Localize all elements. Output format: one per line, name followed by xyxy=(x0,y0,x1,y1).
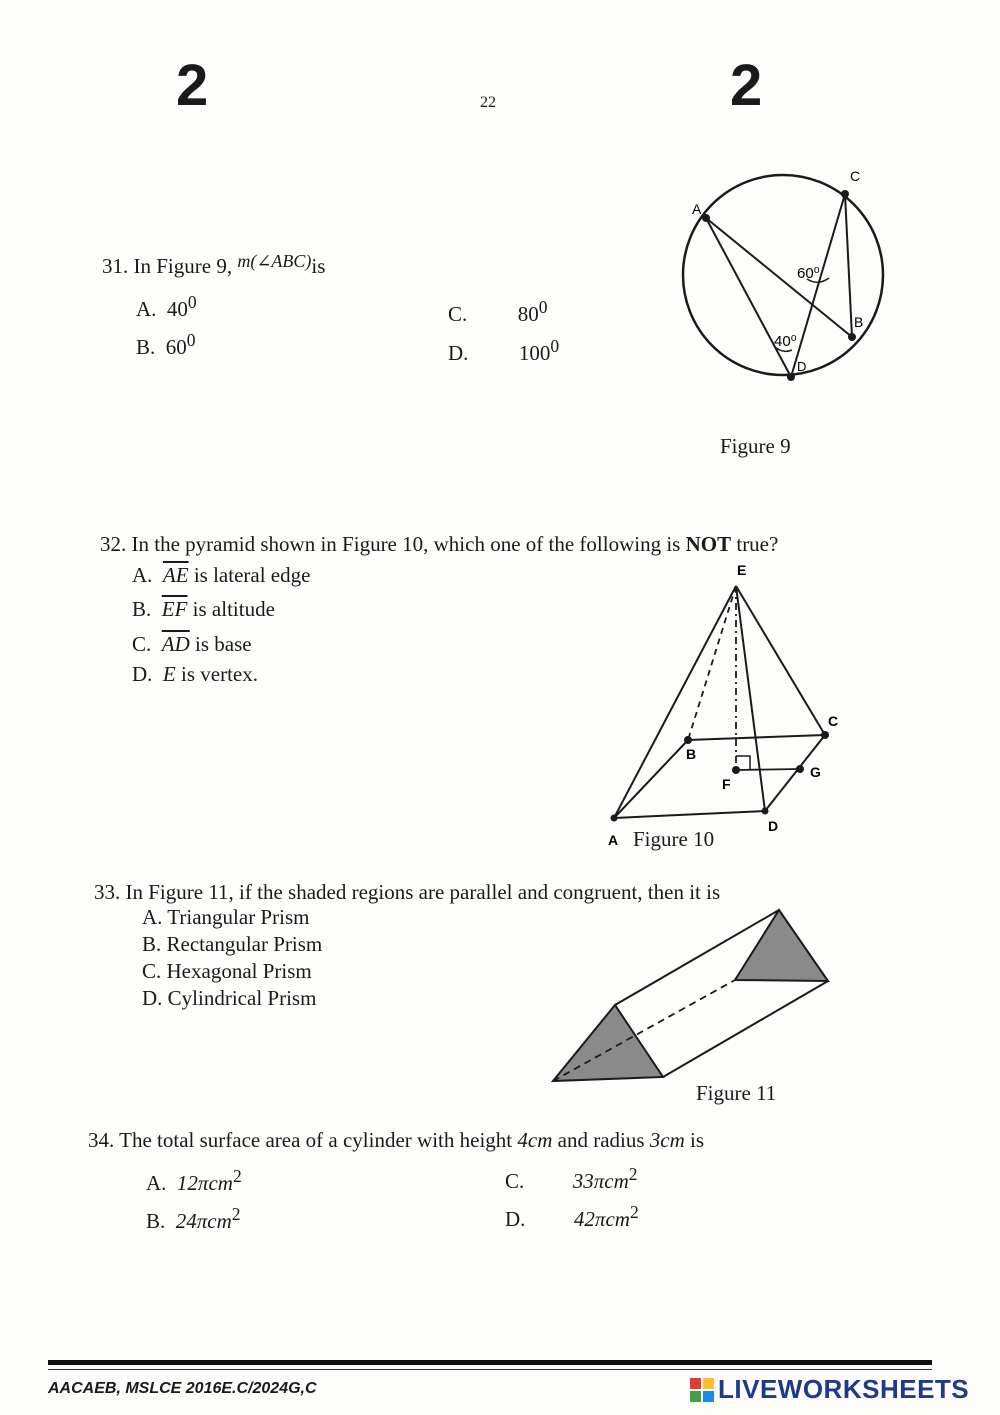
option-33-b[interactable] xyxy=(142,932,322,957)
front-triangle-face xyxy=(553,1005,663,1081)
angle-label-60: 60⁰ xyxy=(797,265,820,282)
chord-cb xyxy=(845,194,852,337)
point-b xyxy=(684,736,692,744)
option-text: Rectangular Prism xyxy=(166,932,323,956)
option-34-a[interactable] xyxy=(146,1166,242,1196)
question-number: 31. xyxy=(102,254,129,278)
option-value: 60 xyxy=(165,335,187,359)
option-sup: 2 xyxy=(629,1202,639,1222)
label-e: E xyxy=(737,562,747,578)
option-32-c[interactable] xyxy=(132,632,252,657)
question-text-bold: NOT xyxy=(685,532,732,556)
angle-label-40: 40⁰ xyxy=(774,333,797,350)
chord-cd xyxy=(791,194,845,377)
segment-symbol: $\overline{AD}$ xyxy=(161,632,190,656)
chord-ab xyxy=(706,218,852,337)
angle-expression: m(∠ABC) xyxy=(237,251,312,271)
question-text-suffix: is xyxy=(690,1128,705,1152)
option-letter: D. xyxy=(448,341,469,365)
option-letter: A. xyxy=(132,563,153,587)
option-letter: C. xyxy=(505,1169,525,1193)
point-g xyxy=(796,765,804,773)
question-31 xyxy=(102,251,326,279)
question-text: The total surface area of a cylinder with height xyxy=(119,1128,513,1152)
question-text-suffix: is xyxy=(311,254,326,278)
option-value: 42πcm xyxy=(573,1207,630,1231)
option-text: is lateral edge xyxy=(193,563,311,587)
question-number: 32. xyxy=(100,532,127,556)
option-34-b[interactable] xyxy=(146,1204,241,1234)
segment-symbol: $\overline{AE}$ xyxy=(162,563,189,587)
option-sup: 2 xyxy=(231,1204,241,1224)
question-text: In Figure 9, xyxy=(133,254,233,278)
option-34-c[interactable] xyxy=(505,1164,638,1194)
option-text: is base xyxy=(195,632,252,656)
option-letter: B. xyxy=(142,932,162,956)
option-33-c[interactable] xyxy=(142,959,312,984)
footer-exam-code: AACAEB, MSLCE 2016E.C/2024G,C xyxy=(48,1380,317,1397)
point-f xyxy=(732,766,740,774)
option-32-b[interactable] xyxy=(132,597,275,622)
question-number: 33. xyxy=(94,880,121,904)
label-a: A xyxy=(608,832,619,848)
section-mark-left: 2 xyxy=(176,53,209,118)
point-b xyxy=(848,333,856,341)
option-letter: B. xyxy=(146,1209,166,1233)
liveworksheets-logo-icon xyxy=(690,1378,714,1402)
label-d: D xyxy=(768,818,779,834)
option-sup: 0 xyxy=(550,336,560,356)
point-d xyxy=(762,808,769,815)
option-text: is vertex. xyxy=(181,662,258,686)
option-value: 12πcm xyxy=(176,1171,233,1195)
edge-ea xyxy=(614,586,736,818)
option-34-d[interactable] xyxy=(505,1202,639,1232)
label-c: C xyxy=(828,713,839,729)
question-text: In the pyramid shown in Figure 10, which one of the following is xyxy=(131,532,681,556)
point-a xyxy=(702,214,710,222)
back-triangle-face xyxy=(735,910,828,981)
figure-9-caption: Figure 9 xyxy=(720,434,791,458)
option-31-c[interactable] xyxy=(448,297,548,327)
option-letter: A. xyxy=(146,1171,167,1195)
option-letter: C. xyxy=(142,959,162,983)
option-sup: 2 xyxy=(232,1166,242,1186)
label-b: B xyxy=(686,746,697,762)
option-letter: C. xyxy=(448,302,468,326)
question-number: 34. xyxy=(88,1128,115,1152)
figure-11-caption: Figure 11 xyxy=(696,1081,777,1105)
label-a: A xyxy=(692,201,702,217)
option-31-d[interactable] xyxy=(448,336,559,366)
label-d: D xyxy=(797,359,807,374)
segment-symbol: $\overline{EF}$ xyxy=(161,597,188,621)
option-32-d[interactable] xyxy=(132,662,258,687)
liveworksheets-watermark: LIVEWORKSHEETS xyxy=(718,1374,970,1404)
option-value: 24πcm xyxy=(175,1209,232,1233)
point-c xyxy=(841,190,849,198)
question-32 xyxy=(100,532,778,557)
option-text: Triangular Prism xyxy=(167,905,310,929)
base-ad xyxy=(614,811,765,818)
edge-ed xyxy=(736,586,765,811)
option-letter: C. xyxy=(132,632,152,656)
option-letter: D. xyxy=(505,1207,526,1231)
question-34 xyxy=(88,1128,704,1153)
option-letter: B. xyxy=(136,335,156,359)
figure-11-prism-diagram xyxy=(545,900,845,1090)
section-mark-right: 2 xyxy=(730,53,763,118)
option-sup: 2 xyxy=(628,1164,638,1184)
option-32-a[interactable] xyxy=(132,563,310,588)
option-sup: 0 xyxy=(186,330,196,350)
label-c: C xyxy=(850,168,861,184)
option-33-d[interactable] xyxy=(142,986,316,1011)
figure-10-pyramid-diagram xyxy=(600,555,860,855)
option-31-a[interactable] xyxy=(136,292,197,322)
option-33-a[interactable] xyxy=(142,905,309,930)
option-value: 80 xyxy=(517,302,539,326)
label-g: G xyxy=(810,764,821,780)
figure-10-caption: Figure 10 xyxy=(633,827,715,851)
figure-9-circle-diagram xyxy=(670,160,900,400)
point-c xyxy=(821,731,829,739)
radius-value: 3cm xyxy=(649,1128,685,1152)
point-a xyxy=(611,815,618,822)
option-sup: 0 xyxy=(538,297,548,317)
segment-fg xyxy=(736,769,800,770)
question-text-suffix: true? xyxy=(736,532,779,556)
label-b: B xyxy=(854,314,864,330)
option-letter: B. xyxy=(132,597,152,621)
option-letter: A. xyxy=(136,297,157,321)
edge-ec xyxy=(736,586,825,735)
option-text: Cylindrical Prism xyxy=(167,986,317,1010)
right-edge xyxy=(663,981,828,1077)
option-text: Hexagonal Prism xyxy=(166,959,312,983)
vertex-symbol: E xyxy=(162,662,176,686)
page-number: 22 xyxy=(480,94,496,111)
height-value: 4cm xyxy=(517,1128,553,1152)
option-sup: 0 xyxy=(187,292,197,312)
option-value: 33πcm xyxy=(572,1169,629,1193)
base-ab xyxy=(614,740,688,818)
option-letter: D. xyxy=(132,662,153,686)
point-d xyxy=(787,373,795,381)
question-text: In Figure 11, if the shaded regions are parallel and congruent, then it is xyxy=(125,880,721,904)
option-31-b[interactable] xyxy=(136,330,196,360)
footer-rule-thin xyxy=(48,1369,932,1370)
question-text-mid: and radius xyxy=(557,1128,645,1152)
label-f: F xyxy=(722,776,731,792)
option-value: 40 xyxy=(166,297,188,321)
option-value: 100 xyxy=(518,341,551,365)
option-letter: A. xyxy=(142,905,163,929)
option-text: is altitude xyxy=(192,597,275,621)
footer-rule-thick xyxy=(48,1360,932,1365)
option-letter: D. xyxy=(142,986,163,1010)
